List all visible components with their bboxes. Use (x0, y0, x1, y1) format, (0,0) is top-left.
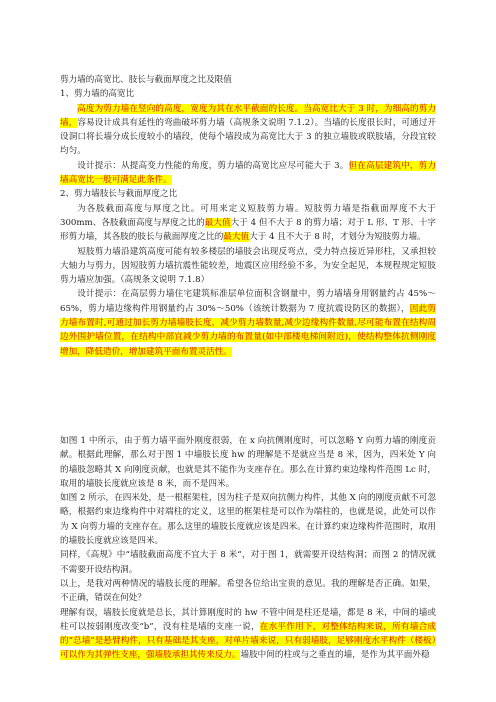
body-text: 设计提示：从提高变力性能的角度，剪力墙的高宽比应尽可能大于 3。 (77, 160, 349, 171)
body-text: 容易设计成具有延性的弯曲破坏剪力墙（高规条文说明 7.1.2）。当墙的长度很长时，可通过开设洞口将长墙分成长度较小的墙段，使每个墙段成为高宽比大于 3 的独立墙肢或联肢墙，分段宜较均匀。 (60, 117, 436, 157)
paragraph-short-limb-behavior: 短肢剪力墙沿建筑高度可能有较多楼层的墙肢会出现反弯点，受力特点接近异形柱，又承担较大轴力与剪力，因短肢剪力墙抗震性能较差，地震区应用经验不多，为安全起见，本规程规定短肢剪力墙应加强。（高规条文说明 7.1.8） (60, 246, 436, 286)
highlighted-text: 最大值 (204, 217, 231, 228)
highlighted-text: 最大值 (223, 232, 250, 243)
body-text: 为各肢截面高度与厚度之比。可用来定义短肢剪力墙。短肢剪力墙是指截面厚度不大于 300mm、各肢截面高度与厚度之比的 (60, 203, 436, 228)
answer-paragraph (60, 606, 436, 663)
heading-limb-length: 2、剪力墙肢长与截面厚度之比 (60, 189, 178, 200)
body-text: 大于 4 且不大于 8 时，才划分为短肢剪力墙。 (249, 232, 426, 243)
body-text: 大于 4 但不大于 8 的剪力墙；对于 L 形、T 形、十字形剪力墙，其各肢的肢长与截面厚度之比的 (60, 217, 436, 243)
design-tip-aspect-ratio (60, 159, 436, 188)
discussion-section (60, 434, 436, 663)
question-closing: 以上，是我对两种情况的墙肢长度的理解。希望各位给出宝贵的意见。我的理解是否正确。如果，不正确，错误在何处？ (60, 578, 436, 604)
question-figure-2: 如图 2 所示，在四米处，是一根框架柱，因为柱子是双向抗侧力构件，其他 X 向的刚度贡献不可忽略，根据约束边缘构件中对端柱的定义，这里的框架柱是可以作为端柱的，也就是说，此处可以作为 X 向剪力墙的支座存在。那么这里的墙肢长度就应该是四米。在计算约束边缘构件范围时，取用的墙肢长度就应该是四米。 (60, 493, 436, 547)
body-text: 墙肢中间的柱或与之垂直的墙，是作为其平面外稳 (240, 650, 430, 661)
question-figure-1: 如图 1 中所示，由于剪力墙平面外刚度很弱，在 x 向抗侧刚度时，可以忽略 Y 向剪力墙的刚度贡献。根据此理解，那么对于图 1 中墙肢长度 hw 的理解是不是就应当是 8 米，因为，四米处 Y 向的墙肢忽略其 X 向刚度贡献，也就是其不能作为支座存在。那么在计算约束边缘构件范围 Lc 时，取用的墙肢长度就应该是 8 米，而不是四米。 (60, 436, 436, 489)
article-section (60, 73, 436, 359)
paragraph-aspect-ratio (60, 102, 436, 159)
paragraph-short-limb-definition (60, 202, 436, 245)
question-code-limit: 同样，《高规》中“墙肢截面高度不宜大于 8 米“，对于图 1，就需要开设结构洞；而图 2 的情况就不需要开设结构洞。 (60, 550, 436, 575)
design-tip-steel-usage (60, 287, 436, 358)
highlighted-text: 高度为剪力墙在竖向的高度，宽度为其在水平截面的长度。当高宽比大于 3 时，为细高的剪力墙， (60, 103, 436, 128)
body-text: 设计提示：在高层剪力墙住宅建筑标准层单位面积含钢量中，剪力墙墙身用钢量约占 45%～65%，剪力墙边缘构件用钢量约占 30%～50%（该统计数据为 7 度抗震设防区的数据）， (60, 289, 436, 314)
highlighted-text: 在水平作用下，对整体结构来说，所有墙合成的“总墙”是悬臂构件，只有基础是其支座，对单片墙来说，只有弱墙肢，足够刚度水平构件（楼板）可以作为其弹性支座，强墙肢承担其传来反力。 (60, 621, 436, 661)
highlighted-text: 因此剪力墙布置时,可通过加长剪力墙墙肢长度，减少剪力墙数量,减少边缘构件数量,尽可能布置在结构周边外围护墙位置，在结构中部宜减少剪力墙的布置量(如中部楼电梯间附近)，使结构整体抗侧刚度增加，降低造价，增加建筑平面布置灵活性。 (60, 303, 436, 357)
heading-aspect-ratio: 1、剪力墙的高宽比 (60, 89, 135, 100)
body-text: 理解有误，墙肢长度就是总长，其计算刚度时的 hw 不管中间是柱还是墙，都是 8 米，中间的墙或柱可以按弱刚度改变“b”，没有柱是墙的支座一说， (60, 607, 436, 632)
highlighted-text: 但在高层建筑中，剪力墙高宽比一般可满足此条件。 (60, 160, 436, 186)
doc-title: 剪力墙的高宽比、肢长与截面厚度之比及限值 (60, 75, 232, 85)
